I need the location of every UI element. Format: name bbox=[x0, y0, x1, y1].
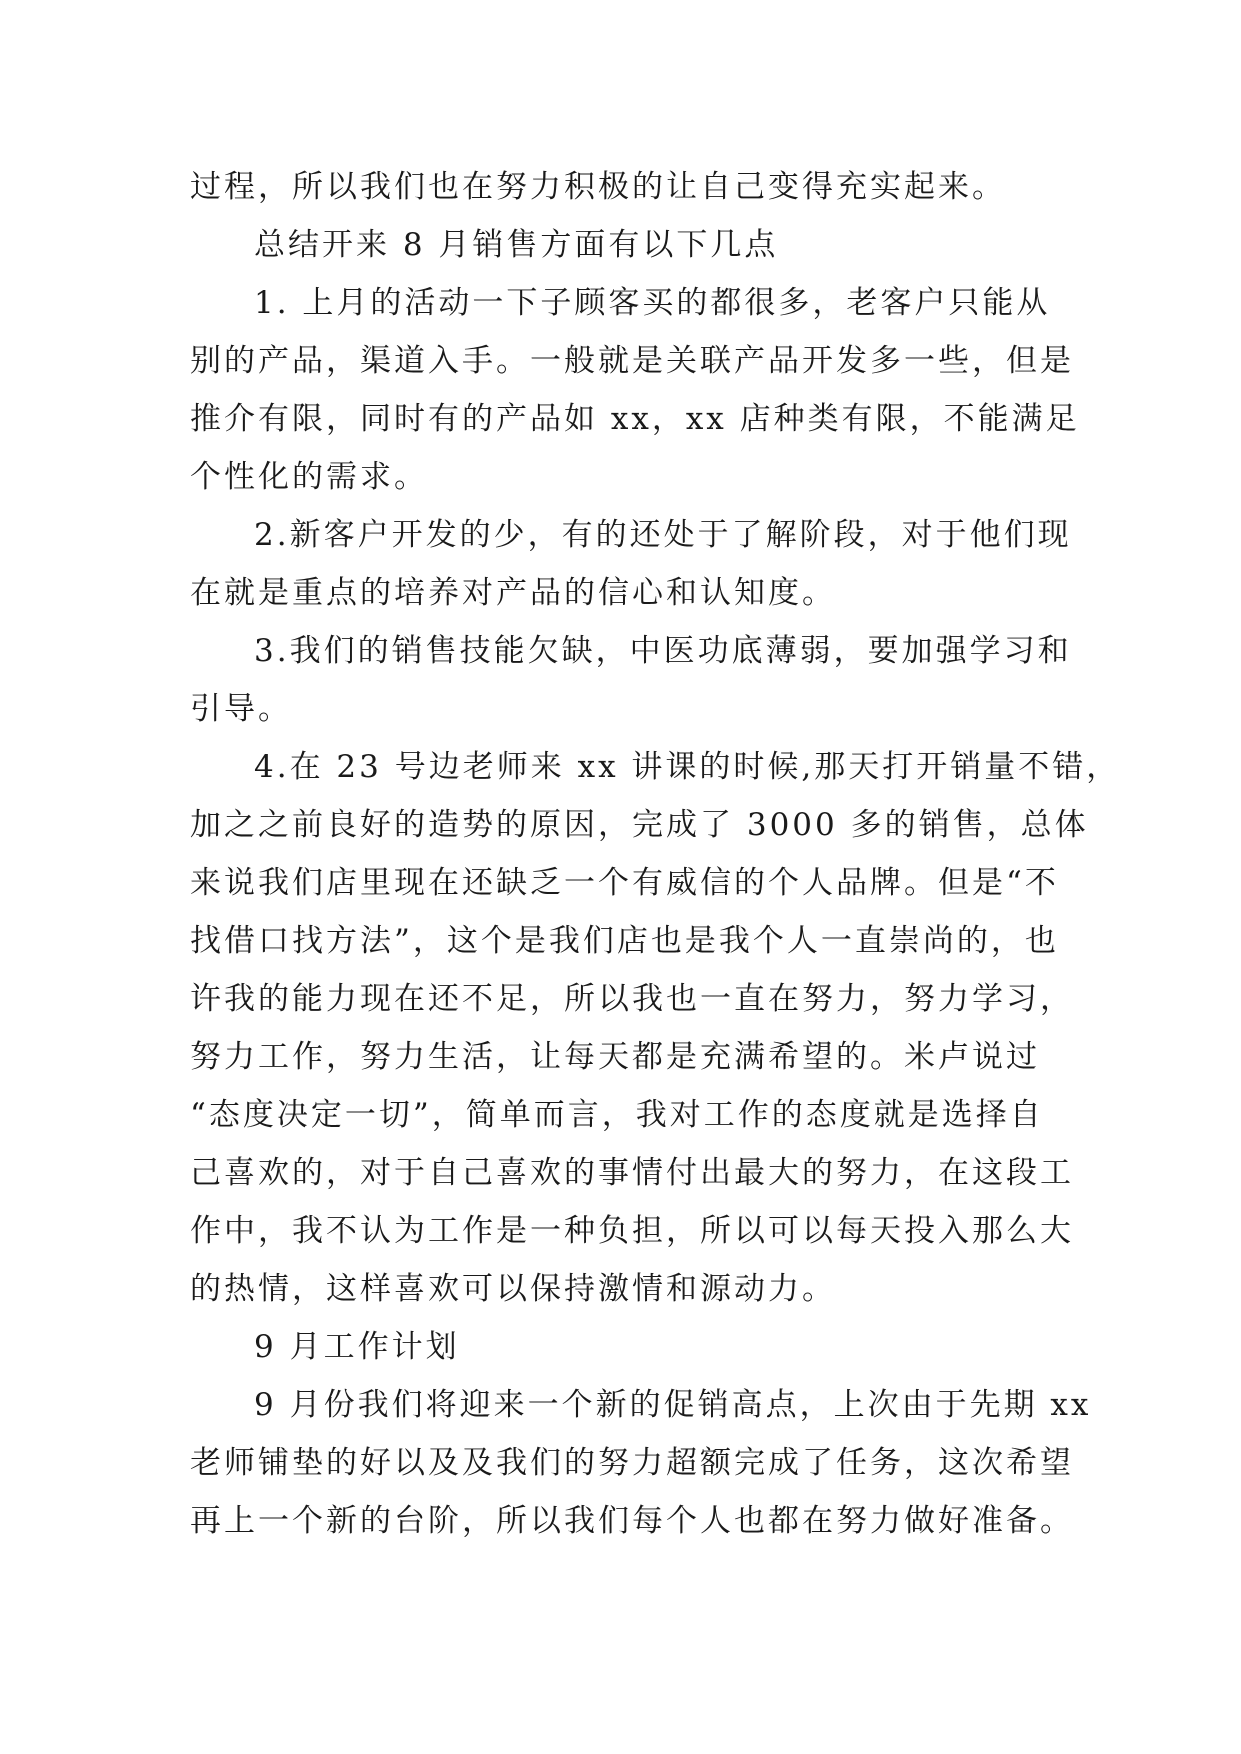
text-line: 许我的能力现在还不足，所以我也一直在努力，努力学习， bbox=[190, 981, 1074, 1017]
text-line: 再上一个新的台阶，所以我们每个人也都在努力做好准备。 bbox=[190, 1503, 1074, 1539]
text-line: 个性化的需求。 bbox=[190, 459, 428, 495]
text-line: 4.在 23 号边老师来 xx 讲课的时候,那天打开销量不错， bbox=[254, 749, 1121, 785]
text-line: 的热情，这样喜欢可以保持激情和源动力。 bbox=[190, 1271, 836, 1307]
text-line: 努力工作，努力生活，让每天都是充满希望的。米卢说过 bbox=[190, 1039, 1040, 1075]
text-line: 在就是重点的培养对产品的信心和认知度。 bbox=[190, 575, 836, 611]
text-line: 过程，所以我们也在努力积极的让自己变得充实起来。 bbox=[190, 169, 1006, 205]
text-line: 加之之前良好的造势的原因，完成了 3000 多的销售，总体 bbox=[190, 807, 1089, 843]
document-body bbox=[190, 158, 1121, 1550]
text-line: 老师铺垫的好以及及我们的努力超额完成了任务，这次希望 bbox=[190, 1445, 1074, 1481]
text-line: 1. 上月的活动一下子顾客买的都很多，老客户只能从 bbox=[254, 285, 1051, 321]
text-line: 推介有限，同时有的产品如 xx，xx 店种类有限，不能满足 bbox=[190, 401, 1080, 437]
text-line: “态度决定一切”，简单而言，我对工作的态度就是选择自 bbox=[190, 1097, 1044, 1133]
text-line: 9 月份我们将迎来一个新的促销高点，上次由于先期 xx bbox=[254, 1387, 1092, 1423]
text-line: 己喜欢的，对于自己喜欢的事情付出最大的努力，在这段工 bbox=[190, 1155, 1074, 1191]
text-line: 引导。 bbox=[190, 691, 292, 727]
section-heading: 9 月工作计划 bbox=[254, 1329, 460, 1365]
text-line: 来说我们店里现在还缺乏一个有威信的个人品牌。但是“不 bbox=[190, 865, 1059, 901]
text-line: 作中，我不认为工作是一种负担，所以可以每天投入那么大 bbox=[190, 1213, 1074, 1249]
text-line: 别的产品，渠道入手。一般就是关联产品开发多一些，但是 bbox=[190, 343, 1074, 379]
section-heading: 总结开来 8 月销售方面有以下几点 bbox=[254, 227, 779, 263]
text-line: 2.新客户开发的少，有的还处于了解阶段，对于他们现 bbox=[254, 517, 1072, 553]
text-line: 3.我们的销售技能欠缺，中医功底薄弱，要加强学习和 bbox=[254, 633, 1072, 669]
text-line: 找借口找方法”，这个是我们店也是我个人一直崇尚的，也 bbox=[190, 923, 1059, 959]
